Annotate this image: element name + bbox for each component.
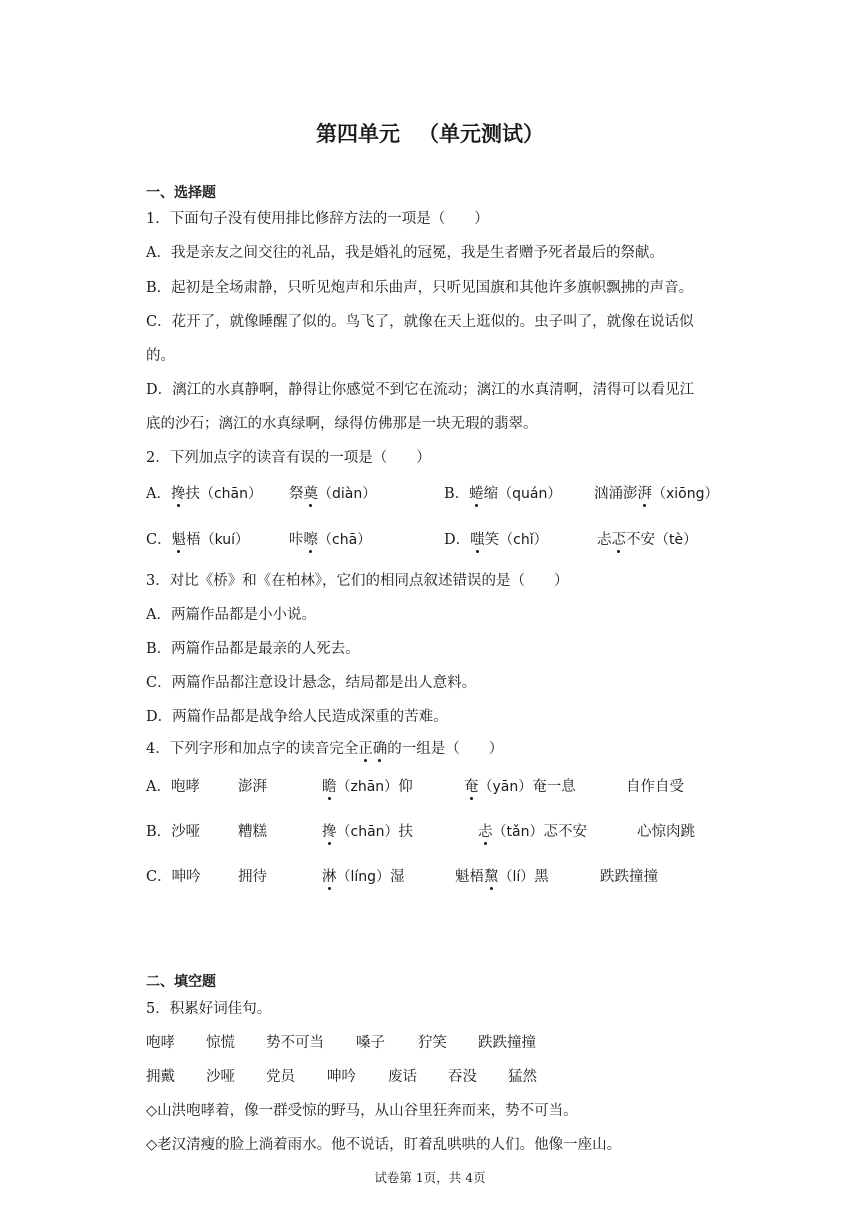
option-label: B． (444, 486, 470, 502)
page-title (0, 118, 860, 148)
pinyin: （kuí） (200, 532, 250, 548)
pinyin: （lí） (498, 869, 535, 885)
dotted-char: 确 (373, 737, 388, 758)
question-4-option-a-w1: A．咆哮 (146, 779, 200, 795)
word-list-item: 沙哑 (206, 1069, 235, 1085)
word-list-item: 吞没 (448, 1069, 477, 1085)
question-5-stem: 5．积累好词佳句。 (146, 1001, 272, 1017)
word-rest: 缩 (483, 486, 499, 502)
word-list-item: 惊慌 (206, 1035, 235, 1051)
word-rest: 湿 (390, 869, 405, 885)
question-4-option-c-w4 (455, 865, 549, 886)
dotted-char: 奠 (304, 482, 319, 503)
word-list-item: 咆哮 (146, 1035, 175, 1051)
pinyin: （chān） (199, 486, 263, 502)
pinyin: （tǎn） (492, 824, 544, 840)
question-2-option-a1 (146, 482, 262, 503)
word-rest: 梧 (186, 532, 201, 548)
question-3-stem: 3．对比《桥》和《在柏林》，它们的相同点叙述错误的是（ ） (146, 573, 569, 589)
word-rest: 忑不安 (543, 824, 587, 840)
word-rest: 祭 (289, 486, 304, 502)
word-list-item: 狞笑 (418, 1035, 447, 1051)
word-rest: 忐 (597, 532, 612, 548)
word-list-item: 呻吟 (327, 1069, 356, 1085)
dotted-char: 搀 (322, 820, 337, 841)
dotted-char: 正 (358, 737, 373, 758)
pinyin: （tè） (655, 532, 698, 548)
pinyin: （zhān） (336, 779, 399, 795)
question-3-option-a: A．两篇作品都是小小说。 (146, 607, 316, 623)
word-rest: 黑 (534, 869, 549, 885)
title-main: 第四单元 (316, 122, 400, 146)
question-3-option-c: C．两篇作品都注意设计悬念，结局都是出人意料。 (146, 675, 477, 691)
stem-text: 的一组是（ ） (387, 741, 504, 757)
stem-text: 4．下列字形和加点字的读音完全 (146, 741, 359, 757)
dotted-char: 瞻 (322, 775, 337, 796)
question-2-option-a2 (289, 482, 376, 503)
word-list-item: 嗓子 (356, 1035, 385, 1051)
question-4-option-a-w3 (322, 775, 413, 796)
word-rest: 奄一息 (532, 779, 576, 795)
dotted-char: 魁 (172, 528, 187, 549)
question-2-option-b2 (594, 482, 719, 503)
pinyin: （diàn） (318, 486, 377, 502)
pinyin: （chā） (318, 532, 372, 548)
word-rest: 扶 (185, 486, 200, 502)
word-list-item: 猛然 (508, 1069, 537, 1085)
dotted-char: 湃 (638, 482, 653, 503)
dotted-char: 嗤 (470, 528, 485, 549)
pinyin: （yān） (478, 779, 533, 795)
question-2-option-d1 (444, 528, 548, 549)
word-list-item: 废话 (388, 1069, 417, 1085)
question-4-option-c-w5: 跌跌撞撞 (600, 869, 658, 885)
pinyin: （xiōng） (652, 486, 719, 502)
pinyin: （quán） (498, 486, 562, 502)
question-4-option-c-w3 (322, 865, 405, 886)
section-heading-fill: 二、填空题 (146, 974, 216, 990)
dotted-char: 搀 (171, 482, 186, 503)
question-1-option-c-cont: 的。 (146, 348, 175, 364)
question-4-option-b-w3 (322, 820, 413, 841)
word-list-item: 拥戴 (146, 1069, 175, 1085)
dotted-char: 忑 (612, 528, 627, 549)
question-3-option-d: D．两篇作品都是战争给人民造成深重的苦难。 (146, 709, 448, 725)
word-list-item: 势不可当 (266, 1035, 324, 1051)
question-5-sentence-1: ◇山洪咆哮着，像一群受惊的野马，从山谷里狂奔而来，势不可当。 (146, 1103, 578, 1119)
question-4-option-b-w5: 心惊肉跳 (637, 824, 695, 840)
word-rest: 仰 (398, 779, 413, 795)
question-4-option-a-w4 (464, 775, 576, 796)
question-2-stem: 2．下列加点字的读音有误的一项是（ ） (146, 450, 431, 466)
word-rest: 魁梧 (455, 869, 484, 885)
dotted-char: 蜷 (469, 482, 484, 503)
question-4-option-a-w2: 澎湃 (238, 779, 267, 795)
question-1-option-a: A．我是亲友之间交往的礼品，我是婚礼的冠冕，我是生者赠予死者最后的祭献。 (146, 245, 664, 261)
question-4-option-c-w2: 拥待 (238, 869, 267, 885)
question-2-option-c2 (289, 528, 371, 549)
word-rest: 咔 (289, 532, 304, 548)
question-2-option-d2 (597, 528, 697, 549)
option-label: A． (146, 486, 171, 502)
question-1-option-b: B．起初是全场肃静，只听见炮声和乐曲声，只听见国旗和其他许多旗帜飘拂的声音。 (146, 280, 694, 296)
question-5-sentence-2: ◇老汉清瘦的脸上淌着雨水。他不说话，盯着乱哄哄的人们。他像一座山。 (146, 1137, 622, 1153)
question-1-option-c: C．花开了，就像睡醒了似的。鸟飞了，就像在天上逛似的。虫子叫了，就像在说话似 (146, 314, 694, 330)
section-heading-choice: 一、选择题 (146, 185, 216, 201)
question-4-stem (146, 737, 503, 758)
pinyin: （chǐ） (499, 532, 548, 548)
question-3-option-b: B．两篇作品都是最亲的人死去。 (146, 641, 360, 657)
question-1-option-d-cont: 底的沙石；漓江的水真绿啊，绿得仿佛那是一块无瑕的翡翠。 (146, 416, 538, 432)
dotted-char: 黧 (484, 865, 499, 886)
question-2-option-b1 (444, 482, 561, 503)
word-rest: 不安 (626, 532, 655, 548)
question-4-option-b-w2: 糟糕 (238, 824, 267, 840)
word-rest: 汹涌澎 (594, 486, 638, 502)
question-4-option-c-w1: C．呻吟 (146, 869, 201, 885)
word-list-item: 党员 (266, 1069, 295, 1085)
word-rest: 笑 (484, 532, 500, 548)
question-4-option-a-w5: 自作自受 (626, 779, 684, 795)
question-1-option-d: D．漓江的水真静啊，静得让你感觉不到它在流动；漓江的水真清啊，清得可以看见江 (146, 382, 695, 398)
dotted-char: 淋 (322, 865, 337, 886)
dotted-char: 嚓 (304, 528, 319, 549)
title-sub: （单元测试） (418, 122, 544, 146)
question-1-stem: 1．下面句子没有使用排比修辞方法的一项是（ ） (146, 211, 489, 227)
question-4-option-b-w1: B．沙哑 (146, 824, 201, 840)
pinyin: （líng） (336, 869, 391, 885)
pinyin: （chān） (336, 824, 399, 840)
option-label: C． (146, 532, 172, 548)
word-list-item: 跌跌撞撞 (478, 1035, 536, 1051)
question-4-option-b-w4 (478, 820, 587, 841)
question-2-option-c1 (146, 528, 249, 549)
dotted-char: 奄 (464, 775, 479, 796)
page-footer: 试卷第 1页，共 4页 (374, 1170, 486, 1185)
option-label: D． (444, 532, 471, 548)
word-rest: 扶 (398, 824, 414, 840)
dotted-char: 忐 (478, 820, 493, 841)
